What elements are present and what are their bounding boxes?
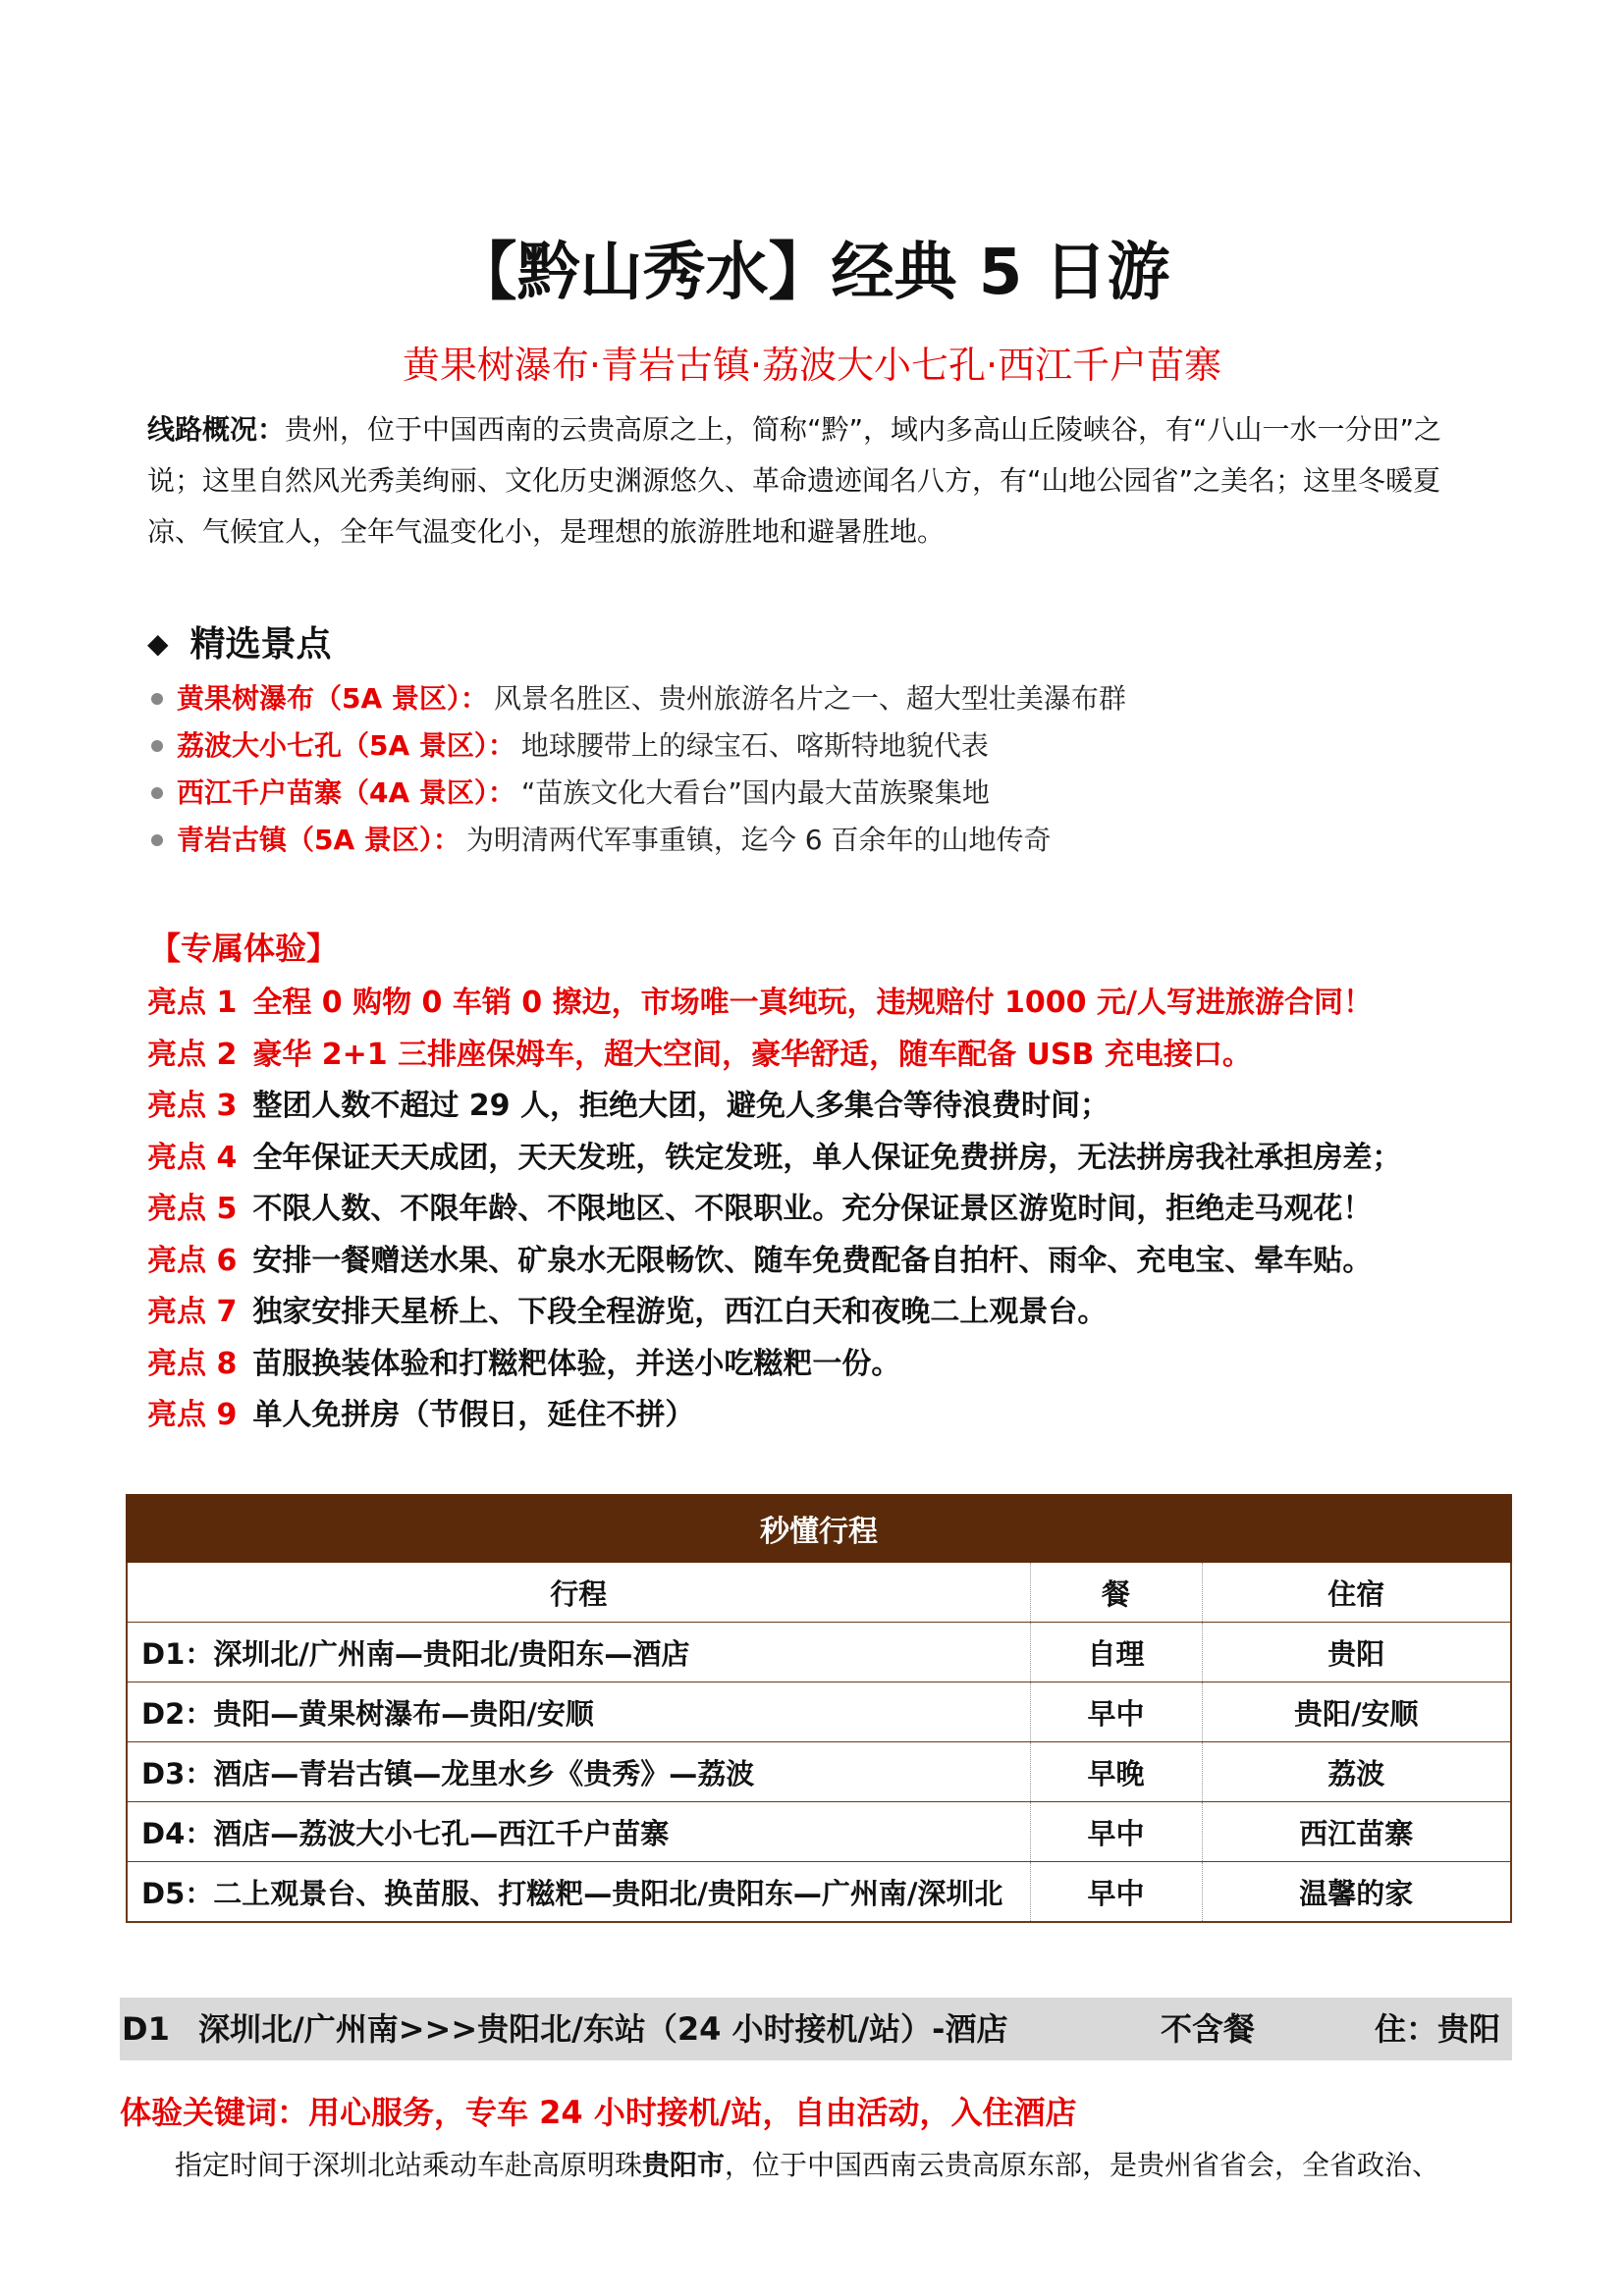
experience-heading: 【专属体验】	[149, 930, 339, 967]
stay-cell: 贵阳/安顺	[1202, 1682, 1511, 1742]
list-item	[147, 722, 1522, 770]
highlight-tag: 亮点 1	[147, 986, 238, 1020]
highlight-item	[147, 1236, 1522, 1288]
highlight-item	[147, 1133, 1522, 1185]
overview-text: 贵州，位于中国西南的云贵高原之上，简称“黔”，域内多高山丘陵峡谷，有“八山一水一分田”之说；这里自然风光秀美绚丽、文化历史渊源悠久、革命遗迹闻名八方，有“山地公园省”之美名；这里冬暖夏凉、气候宜人，全年气温变化小，是理想的旅游胜地和避暑胜地。	[147, 413, 1442, 548]
route-overview	[147, 404, 1492, 558]
day1-stay: 住：贵阳	[1375, 2010, 1501, 2048]
day1-header-bar	[120, 1998, 1512, 2060]
highlight-text: 整团人数不超过 29 人，拒绝大团，避免人多集合等待浪费时间；	[252, 1089, 1110, 1123]
highlight-tag: 亮点 9	[147, 1398, 238, 1432]
highlight-tag: 亮点 8	[147, 1346, 238, 1381]
meal-cell: 自理	[1030, 1623, 1202, 1682]
stay-cell: 温馨的家	[1202, 1862, 1511, 1923]
table-row	[127, 1742, 1511, 1802]
bullet-icon	[151, 787, 163, 799]
bullet-icon	[151, 740, 163, 752]
column-header: 餐	[1030, 1562, 1202, 1623]
column-header: 行程	[127, 1562, 1030, 1623]
spot-name: 荔波大小七孔（5A 景区）：	[177, 729, 515, 762]
day1-description	[120, 2142, 1524, 2189]
highlight-text: 独家安排天星桥上、下段全程游览，西江白天和夜晚二上观景台。	[252, 1295, 1108, 1329]
highlight-item	[147, 1030, 1522, 1082]
route-cell: D1：深圳北/广州南—贵阳北/贵阳东—酒店	[127, 1623, 1030, 1682]
page-title: 【黔山秀水】经典 5 日游	[454, 237, 1170, 309]
spot-name: 西江千户苗寨（4A 景区）：	[177, 776, 515, 809]
meal-cell: 早中	[1030, 1862, 1202, 1923]
table-row	[127, 1682, 1511, 1742]
meal-cell: 早中	[1030, 1802, 1202, 1862]
highlight-text: 豪华 2+1 三排座保姆车，超大空间，豪华舒适，随车配备 USB 充电接口。	[252, 1037, 1252, 1072]
spots-heading	[147, 616, 332, 672]
para-text: ，位于中国西南云贵高原东部，是贵州省省会，全省政治、	[725, 2149, 1440, 2181]
highlight-text: 全年保证天天成团，天天发班，铁定发班，单人保证免费拼房，无法拼房我社承担房差；	[252, 1140, 1402, 1175]
highlight-tag: 亮点 3	[147, 1089, 238, 1123]
highlight-text: 苗服换装体验和打糍粑体验，并送小吃糍粑一份。	[252, 1346, 901, 1381]
day1-route: 深圳北/广州南>>>贵阳北/东站（24 小时接机/站）-酒店	[198, 2010, 1008, 2048]
stay-cell: 贵阳	[1202, 1623, 1511, 1682]
column-header: 住宿	[1202, 1562, 1511, 1623]
highlight-item	[147, 978, 1522, 1030]
table-row	[127, 1862, 1511, 1923]
stay-cell: 西江苗寨	[1202, 1802, 1511, 1862]
highlight-item	[147, 1287, 1522, 1339]
day1-keywords: 体验关键词：用心服务，专车 24 小时接机/站，自由活动，入住酒店	[120, 2094, 1077, 2131]
table-row	[127, 1623, 1511, 1682]
list-item	[147, 817, 1522, 864]
list-item	[147, 770, 1522, 817]
page-subtitle: 黄果树瀑布·青岩古镇·荔波大小七孔·西江千户苗寨	[402, 344, 1222, 387]
day1-meal: 不含餐	[1161, 2010, 1256, 2048]
highlight-item	[147, 1184, 1522, 1236]
spots-heading-label: 精选景点	[189, 624, 332, 665]
highlights-list	[147, 978, 1522, 1442]
route-cell: D4：酒店—荔波大小七孔—西江千户苗寨	[127, 1802, 1030, 1862]
highlight-item	[147, 1081, 1522, 1133]
highlight-text: 全程 0 购物 0 车销 0 擦边，市场唯一真纯玩，违规赔付 1000 元/人写进旅游合同！	[252, 986, 1373, 1020]
diamond-icon: ◆	[147, 627, 169, 660]
highlight-text: 单人免拼房（节假日，延住不拼）	[252, 1398, 695, 1432]
meal-cell: 早中	[1030, 1682, 1202, 1742]
highlight-item	[147, 1390, 1522, 1442]
bullet-icon	[151, 834, 163, 846]
spots-list	[147, 675, 1522, 864]
highlight-tag: 亮点 4	[147, 1140, 238, 1175]
highlight-text: 不限人数、不限年龄、不限地区、不限职业。充分保证景区游览时间，拒绝走马观花！	[252, 1192, 1373, 1226]
day1-label: D1	[122, 2010, 170, 2048]
spot-name: 黄果树瀑布（5A 景区）：	[177, 682, 488, 715]
route-cell: D2：贵阳—黄果树瀑布—贵阳/安顺	[127, 1682, 1030, 1742]
highlight-tag: 亮点 2	[147, 1037, 238, 1072]
para-text: 指定时间于深圳北站乘动车赴高原明珠	[175, 2149, 643, 2181]
spot-name: 青岩古镇（5A 景区）：	[177, 824, 460, 856]
table-caption: 秒懂行程	[127, 1495, 1511, 1562]
highlight-tag: 亮点 7	[147, 1295, 238, 1329]
highlight-text: 安排一餐赠送水果、矿泉水无限畅饮、随车免费配备自拍杆、雨伞、充电宝、晕车贴。	[252, 1243, 1373, 1278]
table-row	[127, 1802, 1511, 1862]
stay-cell: 荔波	[1202, 1742, 1511, 1802]
spot-desc: 地球腰带上的绿宝石、喀斯特地貌代表	[520, 729, 989, 762]
spot-desc: “苗族文化大看台”国内最大苗族聚集地	[520, 776, 990, 809]
bullet-icon	[151, 693, 163, 705]
highlight-item	[147, 1339, 1522, 1391]
highlight-tag: 亮点 6	[147, 1243, 238, 1278]
overview-label: 线路概况：	[147, 413, 286, 446]
spot-desc: 风景名胜区、贵州旅游名片之一、超大型壮美瀑布群	[493, 682, 1126, 715]
route-cell: D3：酒店—青岩古镇—龙里水乡《贵秀》—荔波	[127, 1742, 1030, 1802]
highlight-tag: 亮点 5	[147, 1192, 238, 1226]
spot-desc: 为明清两代军事重镇，迄今 6 百余年的山地传奇	[465, 824, 1052, 856]
para-bold-city: 贵阳市	[642, 2149, 726, 2181]
list-item	[147, 675, 1522, 722]
meal-cell: 早晚	[1030, 1742, 1202, 1802]
route-cell: D5：二上观景台、换苗服、打糍粑—贵阳北/贵阳东—广州南/深圳北	[127, 1862, 1030, 1923]
itinerary-table	[126, 1494, 1510, 1923]
